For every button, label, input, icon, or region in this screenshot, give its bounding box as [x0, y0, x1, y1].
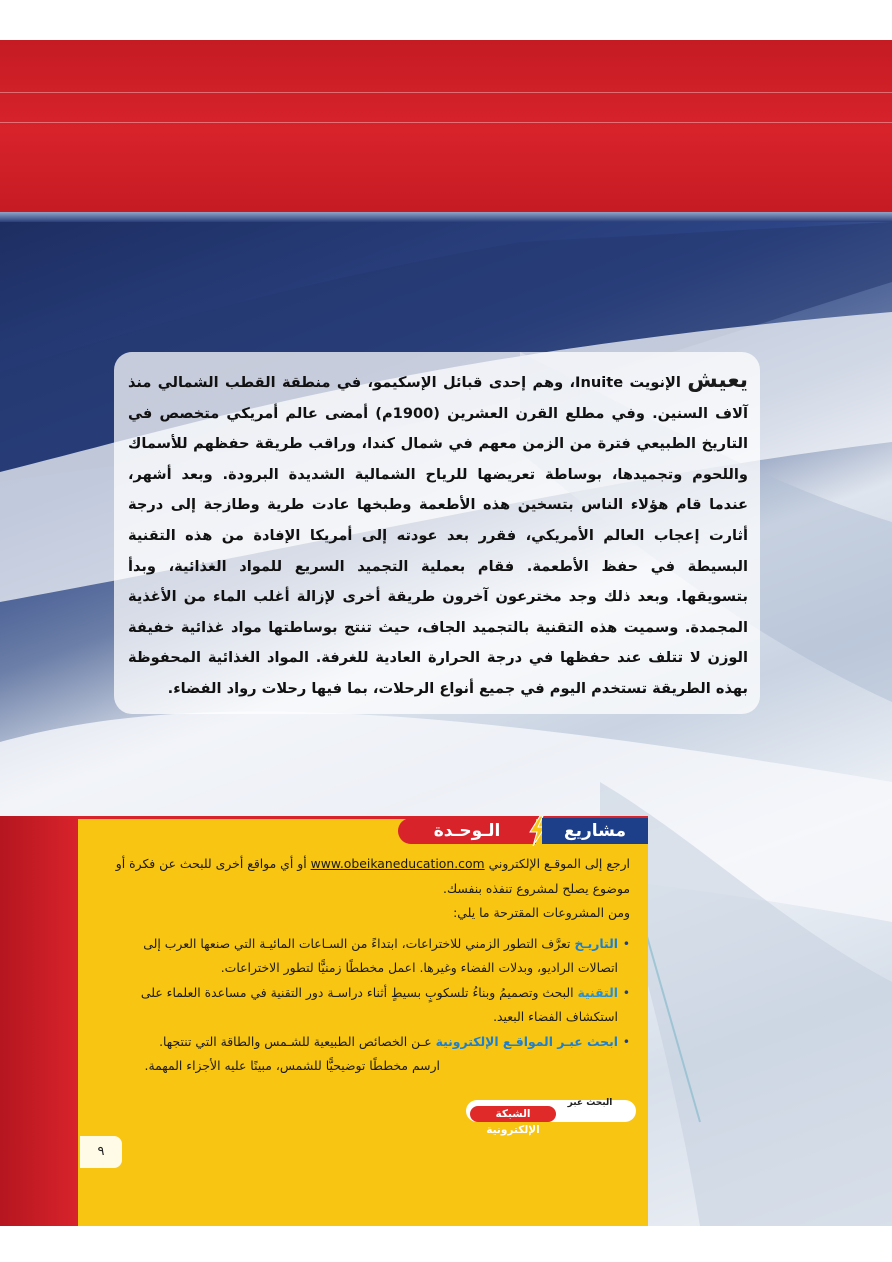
- header-stripe: [0, 212, 892, 222]
- project-item-technology: [100, 981, 630, 1030]
- page-number: ٩: [80, 1136, 122, 1168]
- lead-word: يعيش: [687, 368, 749, 393]
- projects-intro-prefix: ارجع إلى الموقـع الإلكتروني: [484, 856, 630, 871]
- projects-body: [100, 852, 630, 1079]
- project-item-web-search: [100, 1030, 630, 1055]
- project-item-web-search-continued: ارسم مخططًا توضيحيًّا للشمس، مبينًا عليه الأجزاء المهمة.: [144, 1058, 440, 1073]
- projects-intro: [100, 852, 630, 901]
- project-text: تعرَّف التطور الزمني للاختراعات، ابتداءً من السـاعات المائيـة التي صنعها العرب إلى اتصالات الراديو، وبدلات الفضاء وغيرها. اعمل مخططًا زمنيًّا لتطور الاختراعات.: [143, 935, 618, 975]
- projects-intro-suffix: أو أي مواقع أخرى للبحث عن فكرة أو موضوع يصلح لمشروع تنفذه بنفسك.: [115, 856, 630, 896]
- projects-side-bar: [0, 816, 78, 1226]
- header-band: [0, 40, 892, 220]
- web-search-badge[interactable]: [466, 1098, 632, 1136]
- header-divider: [0, 92, 892, 93]
- project-text: عـن الخصائص الطبيعية للشـمس والطاقة التي تنتجها.: [159, 1033, 436, 1049]
- projects-banner: [398, 818, 648, 844]
- intro-paragraph: [128, 366, 748, 705]
- web-badge-top-label: البحث عبر: [567, 1098, 613, 1108]
- project-keyword: التقنية: [577, 984, 618, 1000]
- web-badge-main-label: الشبكة الإلكترونية: [470, 1106, 556, 1122]
- banner-title-left: مشاريع: [542, 818, 648, 844]
- banner-title-right: الـوحـدة: [398, 818, 536, 844]
- header-divider: [0, 122, 892, 123]
- project-keyword: ابحث عبـر المواقـع الإلكترونية: [435, 1033, 618, 1049]
- intro-body: الإنويت Inuite، وهم إحدى قبائل الإسكيمو، في منطقة القطب الشمالي منذ آلاف السنين. وفي مطلع القرن العشرين (1900م) أمضى عالم أمريكي متخصص في التاريخ الطبيعي فترة من الزمن معهم في شمال كندا، وراقب طريقة حفظهم للأسماك واللحوم وتجميدها، بوساطة تعريضها للرياح الشمالية الشديدة البرودة. وبعد أشهر، عندما قام هؤلاء الناس بتسخين هذه الأطعمة وطبخها عادت طرية وطازجة إلى درجة أثارت إعجاب العالم الأمريكي، فقرر بعد عودته إلى أمريكا الإفادة من هذه التقنية البسيطة في حفظ الأطعمة. فقام بعملية التجميد السريع للمواد الغذائية، وبدأ بتسويقها. وبعد ذلك وجد مخترعون آخرون طريقة أخرى لإزالة أغلب الماء من الأغذية المجمدة. وسميت هذه التقنية بالتجميد الجاف، حيث تنتج بوساطتها مواد غذائية خفيفة الوزن لا تتلف عند حفظها في درجة الحرارة العادية للغرفة. المواد الغذائية المحفوظة بهذه الطريقة تستخدم اليوم في جميع أنواع الرحلات، بما فيها رحلات رواد الفضاء.: [128, 374, 748, 697]
- website-link[interactable]: www.obeikaneducation.com: [310, 856, 485, 871]
- project-item-history: [100, 932, 630, 981]
- project-keyword: التاريـخ: [574, 935, 618, 951]
- project-text: البحث وتصميمُ وبناءُ تلسكوبٍ بسيطٍ أثناء دراسـة دور التقنية في مساعدة العلماء على استكشاف الفضاء البعيد.: [140, 984, 618, 1024]
- suggested-projects-label: ومن المشروعات المقترحة ما يلي:: [453, 905, 630, 920]
